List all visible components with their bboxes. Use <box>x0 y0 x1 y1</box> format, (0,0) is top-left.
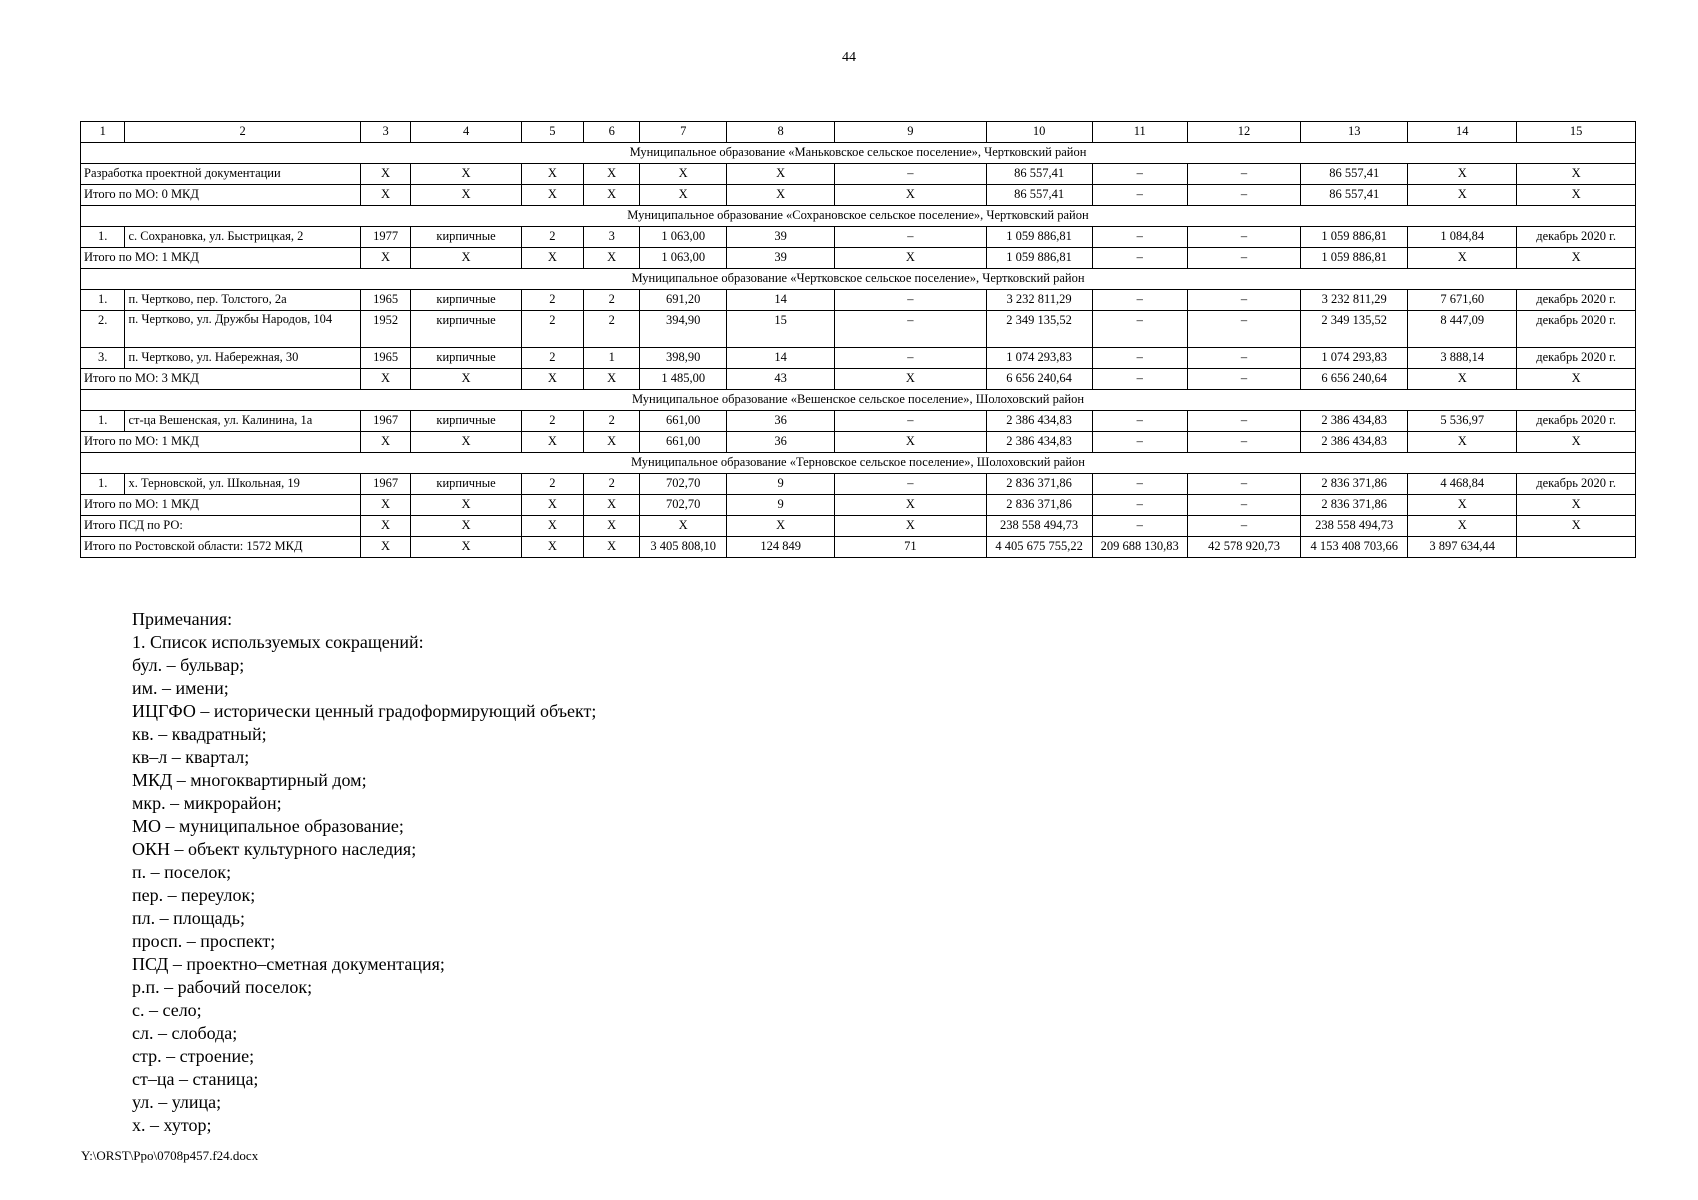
table-cell: Х <box>1517 432 1636 453</box>
section-title: Муниципальное образование «Терновское сельское поселение», Шолоховский район <box>81 453 1636 474</box>
housing-register-table <box>80 121 1636 558</box>
table-cell: Х <box>584 248 640 269</box>
table-cell: декабрь 2020 г. <box>1517 411 1636 432</box>
table-cell: Х <box>1408 164 1517 185</box>
column-number-cell: 7 <box>640 122 727 143</box>
summary-label: Итого по МО: 1 МКД <box>81 248 361 269</box>
table-cell: 3 232 811,29 <box>1301 290 1408 311</box>
column-number-cell: 6 <box>584 122 640 143</box>
table-cell: – <box>1092 290 1187 311</box>
table-cell: – <box>835 411 986 432</box>
column-number-cell: 9 <box>835 122 986 143</box>
summary-label: Итого по МО: 1 МКД <box>81 495 361 516</box>
table-cell: Х <box>411 164 521 185</box>
table-cell: Х <box>584 185 640 206</box>
table-cell: 5 536,97 <box>1408 411 1517 432</box>
table-cell: 1 063,00 <box>640 227 727 248</box>
table-cell: – <box>835 348 986 369</box>
note-line: бул. – бульвар; <box>132 655 245 675</box>
table-cell: декабрь 2020 г. <box>1517 348 1636 369</box>
table-cell: кирпичные <box>411 311 521 348</box>
table-cell: – <box>1187 290 1300 311</box>
section-title: Муниципальное образование «Чертковское сельское поселение», Чертковский район <box>81 269 1636 290</box>
table-cell: 2 386 434,83 <box>986 411 1092 432</box>
note-line: сл. – слобода; <box>132 1023 238 1043</box>
note-line: Примечания: <box>132 609 233 629</box>
table-cell: 1 084,84 <box>1408 227 1517 248</box>
table-cell: Х <box>360 248 411 269</box>
table-cell: Х <box>360 164 411 185</box>
table-row <box>81 311 1636 348</box>
table-cell: 2 <box>521 474 583 495</box>
table-cell: 1 059 886,81 <box>986 248 1092 269</box>
summary-row <box>81 369 1636 390</box>
table-cell: Х <box>1517 185 1636 206</box>
table-cell: Х <box>521 432 583 453</box>
note-line: кв–л – квартал; <box>132 747 250 767</box>
table-cell: 1965 <box>360 290 411 311</box>
column-number-cell: 14 <box>1408 122 1517 143</box>
column-number-cell: 3 <box>360 122 411 143</box>
table-cell: – <box>1187 227 1300 248</box>
table-cell: Х <box>835 495 986 516</box>
table-cell: 4 468,84 <box>1408 474 1517 495</box>
table-cell: 2 <box>521 411 583 432</box>
table-cell: Х <box>411 369 521 390</box>
table-cell: 2 <box>521 290 583 311</box>
table-cell: 4 405 675 755,22 <box>986 537 1092 558</box>
table-cell: – <box>835 164 986 185</box>
table-cell: – <box>835 227 986 248</box>
summary-label: Итого ПСД по РО: <box>81 516 361 537</box>
table-cell: 1952 <box>360 311 411 348</box>
table-cell: 1. <box>81 411 125 432</box>
table-cell: Х <box>411 185 521 206</box>
table-cell: 86 557,41 <box>1301 164 1408 185</box>
table-cell: – <box>1092 348 1187 369</box>
note-line: р.п. – рабочий поселок; <box>132 977 313 997</box>
table-cell: – <box>1092 411 1187 432</box>
table-cell: Х <box>1517 369 1636 390</box>
table-cell: декабрь 2020 г. <box>1517 227 1636 248</box>
table-cell: – <box>1187 432 1300 453</box>
table-cell: кирпичные <box>411 227 521 248</box>
table-row <box>81 227 1636 248</box>
table-cell: декабрь 2020 г. <box>1517 290 1636 311</box>
table-cell: 3 888,14 <box>1408 348 1517 369</box>
note-line: 1. Список используемых сокращений: <box>132 632 424 652</box>
note-line: х. – хутор; <box>132 1115 212 1135</box>
table-cell: 2 386 434,83 <box>986 432 1092 453</box>
table-cell: 398,90 <box>640 348 727 369</box>
table-cell: – <box>1092 516 1187 537</box>
table-cell: Х <box>521 164 583 185</box>
column-number-cell: 13 <box>1301 122 1408 143</box>
table-cell: 2 386 434,83 <box>1301 411 1408 432</box>
note-line: пл. – площадь; <box>132 908 245 928</box>
table-cell: 1. <box>81 474 125 495</box>
table-cell: 2 <box>521 311 583 348</box>
address-cell: с. Сохрановка, ул. Быстрицкая, 2 <box>125 227 360 248</box>
table-cell: – <box>1092 369 1187 390</box>
note-line: кв. – квадратный; <box>132 724 267 744</box>
summary-label: Итого по МО: 3 МКД <box>81 369 361 390</box>
table-cell: 3 <box>584 227 640 248</box>
table-cell: – <box>1187 348 1300 369</box>
table-cell: 2 836 371,86 <box>986 495 1092 516</box>
table-cell: 2 <box>521 227 583 248</box>
section-row <box>81 206 1636 227</box>
column-number-cell: 5 <box>521 122 583 143</box>
table-cell: Х <box>411 432 521 453</box>
column-number-cell: 8 <box>727 122 835 143</box>
table-cell: Х <box>521 537 583 558</box>
note-line: ИЦГФО – исторически ценный градоформирующий объект; <box>132 701 597 721</box>
table-cell: Х <box>411 537 521 558</box>
table-row <box>81 411 1636 432</box>
table-cell: 1 074 293,83 <box>986 348 1092 369</box>
table-cell: Х <box>727 516 835 537</box>
table-cell: 86 557,41 <box>986 185 1092 206</box>
table-cell: 1 <box>584 348 640 369</box>
table-cell: Х <box>727 164 835 185</box>
note-line: стр. – строение; <box>132 1046 255 1066</box>
table-cell: 702,70 <box>640 495 727 516</box>
table-cell: кирпичные <box>411 474 521 495</box>
table-cell: 661,00 <box>640 432 727 453</box>
table-cell: 2 <box>521 348 583 369</box>
summary-label: Итого по МО: 1 МКД <box>81 432 361 453</box>
table-cell: Х <box>1517 516 1636 537</box>
table-cell: Х <box>584 369 640 390</box>
section-row <box>81 143 1636 164</box>
table-cell: Х <box>1517 495 1636 516</box>
table-cell: Х <box>521 185 583 206</box>
table-cell: 39 <box>727 248 835 269</box>
column-number-cell: 4 <box>411 122 521 143</box>
table-cell: Х <box>640 164 727 185</box>
table-cell: – <box>1092 248 1187 269</box>
table-cell: 9 <box>727 474 835 495</box>
table-cell: 1965 <box>360 348 411 369</box>
page-number: 44 <box>842 50 856 65</box>
table-cell: 1977 <box>360 227 411 248</box>
table-cell: Х <box>640 185 727 206</box>
table-cell: Х <box>835 185 986 206</box>
note-line: с. – село; <box>132 1000 202 1020</box>
table-cell: Х <box>1517 164 1636 185</box>
table-cell: 1 059 886,81 <box>986 227 1092 248</box>
table-cell: 39 <box>727 227 835 248</box>
summary-label: Итого по МО: 0 МКД <box>81 185 361 206</box>
table-cell: 3 405 808,10 <box>640 537 727 558</box>
table-cell: декабрь 2020 г. <box>1517 311 1636 348</box>
table-cell: 394,90 <box>640 311 727 348</box>
note-line: МО – муниципальное образование; <box>132 816 404 836</box>
table-cell: – <box>1092 227 1187 248</box>
summary-label: Итого по Ростовской области: 1572 МКД <box>81 537 361 558</box>
table-cell: 1. <box>81 290 125 311</box>
table-cell: Х <box>835 516 986 537</box>
table-cell: 9 <box>727 495 835 516</box>
summary-row <box>81 248 1636 269</box>
table-cell: 8 447,09 <box>1408 311 1517 348</box>
table-cell: Х <box>835 248 986 269</box>
table-cell: Х <box>360 369 411 390</box>
file-path: Y:\ORST\Ppo\0708p457.f24.docx <box>81 1148 259 1163</box>
table-cell: – <box>1092 311 1187 348</box>
table-cell: 3. <box>81 348 125 369</box>
table-cell: кирпичные <box>411 411 521 432</box>
address-cell: х. Терновской, ул. Школьная, 19 <box>125 474 360 495</box>
note-line: просп. – проспект; <box>132 931 276 951</box>
table-cell: 3 232 811,29 <box>986 290 1092 311</box>
table-cell: – <box>1187 185 1300 206</box>
table-cell: – <box>1092 432 1187 453</box>
table-cell: 2 836 371,86 <box>1301 495 1408 516</box>
table-cell: – <box>835 311 986 348</box>
table-cell: 86 557,41 <box>1301 185 1408 206</box>
table-cell: – <box>1187 311 1300 348</box>
note-line: МКД – многоквартирный дом; <box>132 770 367 790</box>
table-cell: 1 074 293,83 <box>1301 348 1408 369</box>
table-cell: декабрь 2020 г. <box>1517 474 1636 495</box>
table-cell: 1967 <box>360 474 411 495</box>
note-line: ст–ца – станица; <box>132 1069 259 1089</box>
table-cell: 2 349 135,52 <box>986 311 1092 348</box>
table-cell: 1 059 886,81 <box>1301 248 1408 269</box>
table-cell: – <box>835 290 986 311</box>
table-cell: 36 <box>727 411 835 432</box>
table-cell: – <box>1187 411 1300 432</box>
column-number-cell: 2 <box>125 122 360 143</box>
table-cell: – <box>1187 474 1300 495</box>
table-cell: Х <box>360 516 411 537</box>
table-cell: Х <box>360 432 411 453</box>
section-title: Муниципальное образование «Сохрановское сельское поселение», Чертковский район <box>81 206 1636 227</box>
table-cell: Х <box>584 164 640 185</box>
note-line: ПСД – проектно–сметная документация; <box>132 954 445 974</box>
table-cell: Х <box>1408 495 1517 516</box>
table-cell: 36 <box>727 432 835 453</box>
table-cell: Х <box>1408 369 1517 390</box>
table-cell: Х <box>1517 248 1636 269</box>
table-cell: 86 557,41 <box>986 164 1092 185</box>
column-number-cell: 15 <box>1517 122 1636 143</box>
table-cell: 2 <box>584 411 640 432</box>
table-cell: Х <box>584 432 640 453</box>
table-cell: 1967 <box>360 411 411 432</box>
table-cell: 124 849 <box>727 537 835 558</box>
table-cell: – <box>1092 474 1187 495</box>
table-cell: Х <box>835 369 986 390</box>
table-cell: 2 <box>584 311 640 348</box>
table-cell: 702,70 <box>640 474 727 495</box>
table-cell: 661,00 <box>640 411 727 432</box>
table-cell: Х <box>1408 185 1517 206</box>
summary-row <box>81 495 1636 516</box>
table-cell: кирпичные <box>411 348 521 369</box>
table-cell: 43 <box>727 369 835 390</box>
note-line: п. – поселок; <box>132 862 232 882</box>
table-cell: – <box>1092 185 1187 206</box>
table-cell: 209 688 130,83 <box>1092 537 1187 558</box>
notes-list <box>132 608 596 1137</box>
table-cell: – <box>1187 164 1300 185</box>
table-cell: – <box>1092 164 1187 185</box>
table-cell: Х <box>360 537 411 558</box>
note-line: мкр. – микрорайон; <box>132 793 282 813</box>
table-cell: – <box>835 474 986 495</box>
table-cell: 2 <box>584 474 640 495</box>
table-cell: Х <box>584 537 640 558</box>
table-cell: 71 <box>835 537 986 558</box>
table-cell: Х <box>521 369 583 390</box>
column-number-cell: 11 <box>1092 122 1187 143</box>
table-cell: 2 836 371,86 <box>986 474 1092 495</box>
summary-label: Разработка проектной документации <box>81 164 361 185</box>
table-cell: – <box>1187 495 1300 516</box>
table-cell: Х <box>835 432 986 453</box>
table-cell: Х <box>411 248 521 269</box>
table-cell <box>1517 537 1636 558</box>
note-line: пер. – переулок; <box>132 885 256 905</box>
table-row <box>81 348 1636 369</box>
table-row <box>81 474 1636 495</box>
table-cell: Х <box>1408 248 1517 269</box>
table-cell: Х <box>640 516 727 537</box>
table-cell: Х <box>727 185 835 206</box>
table-cell: Х <box>521 516 583 537</box>
table-cell: Х <box>1408 432 1517 453</box>
table-cell: Х <box>411 495 521 516</box>
section-row <box>81 453 1636 474</box>
table-cell: Х <box>521 495 583 516</box>
table-cell: Х <box>521 248 583 269</box>
table-cell: 15 <box>727 311 835 348</box>
note-line: им. – имени; <box>132 678 229 698</box>
address-cell: п. Чертково, ул. Набережная, 30 <box>125 348 360 369</box>
section-title: Муниципальное образование «Вешенское сельское поселение», Шолоховский район <box>81 390 1636 411</box>
table-cell: 1 059 886,81 <box>1301 227 1408 248</box>
table-cell: 7 671,60 <box>1408 290 1517 311</box>
table-cell: – <box>1187 516 1300 537</box>
table-cell: 2. <box>81 311 125 348</box>
table-cell: 238 558 494,73 <box>986 516 1092 537</box>
section-row <box>81 269 1636 290</box>
summary-row <box>81 432 1636 453</box>
table-cell: 42 578 920,73 <box>1187 537 1300 558</box>
table-cell: 1 063,00 <box>640 248 727 269</box>
table-cell: 1. <box>81 227 125 248</box>
table-cell: Х <box>1408 516 1517 537</box>
table-row <box>81 290 1636 311</box>
summary-row <box>81 537 1636 558</box>
column-number-cell: 1 <box>81 122 125 143</box>
table-cell: Х <box>584 495 640 516</box>
section-title: Муниципальное образование «Маньковское сельское поселение», Чертковский район <box>81 143 1636 164</box>
table-cell: 3 897 634,44 <box>1408 537 1517 558</box>
table-cell: 2 349 135,52 <box>1301 311 1408 348</box>
table-cell: 6 656 240,64 <box>1301 369 1408 390</box>
table-cell: Х <box>411 516 521 537</box>
table-cell: 2 386 434,83 <box>1301 432 1408 453</box>
table-cell: – <box>1187 248 1300 269</box>
table-cell: 6 656 240,64 <box>986 369 1092 390</box>
table-cell: 14 <box>727 348 835 369</box>
table-cell: 1 485,00 <box>640 369 727 390</box>
address-cell: ст-ца Вешенская, ул. Калинина, 1а <box>125 411 360 432</box>
column-number-cell: 12 <box>1187 122 1300 143</box>
column-number-cell: 10 <box>986 122 1092 143</box>
summary-row <box>81 164 1636 185</box>
table-cell: Х <box>360 495 411 516</box>
table-cell: – <box>1187 369 1300 390</box>
table-cell: Х <box>360 185 411 206</box>
address-cell: п. Чертково, пер. Толстого, 2а <box>125 290 360 311</box>
table-cell: 691,20 <box>640 290 727 311</box>
table-cell: Х <box>584 516 640 537</box>
table-cell: 4 153 408 703,66 <box>1301 537 1408 558</box>
note-line: ОКН – объект культурного наследия; <box>132 839 417 859</box>
note-line: ул. – улица; <box>132 1092 222 1112</box>
summary-row <box>81 185 1636 206</box>
table-cell: 2 836 371,86 <box>1301 474 1408 495</box>
section-row <box>81 390 1636 411</box>
table-cell: кирпичные <box>411 290 521 311</box>
summary-row <box>81 516 1636 537</box>
table-cell: 14 <box>727 290 835 311</box>
table-cell: 2 <box>584 290 640 311</box>
column-number-row <box>81 122 1636 143</box>
address-cell: п. Чертково, ул. Дружбы Народов, 104 <box>125 311 360 348</box>
table-cell: 238 558 494,73 <box>1301 516 1408 537</box>
table-cell: – <box>1092 495 1187 516</box>
